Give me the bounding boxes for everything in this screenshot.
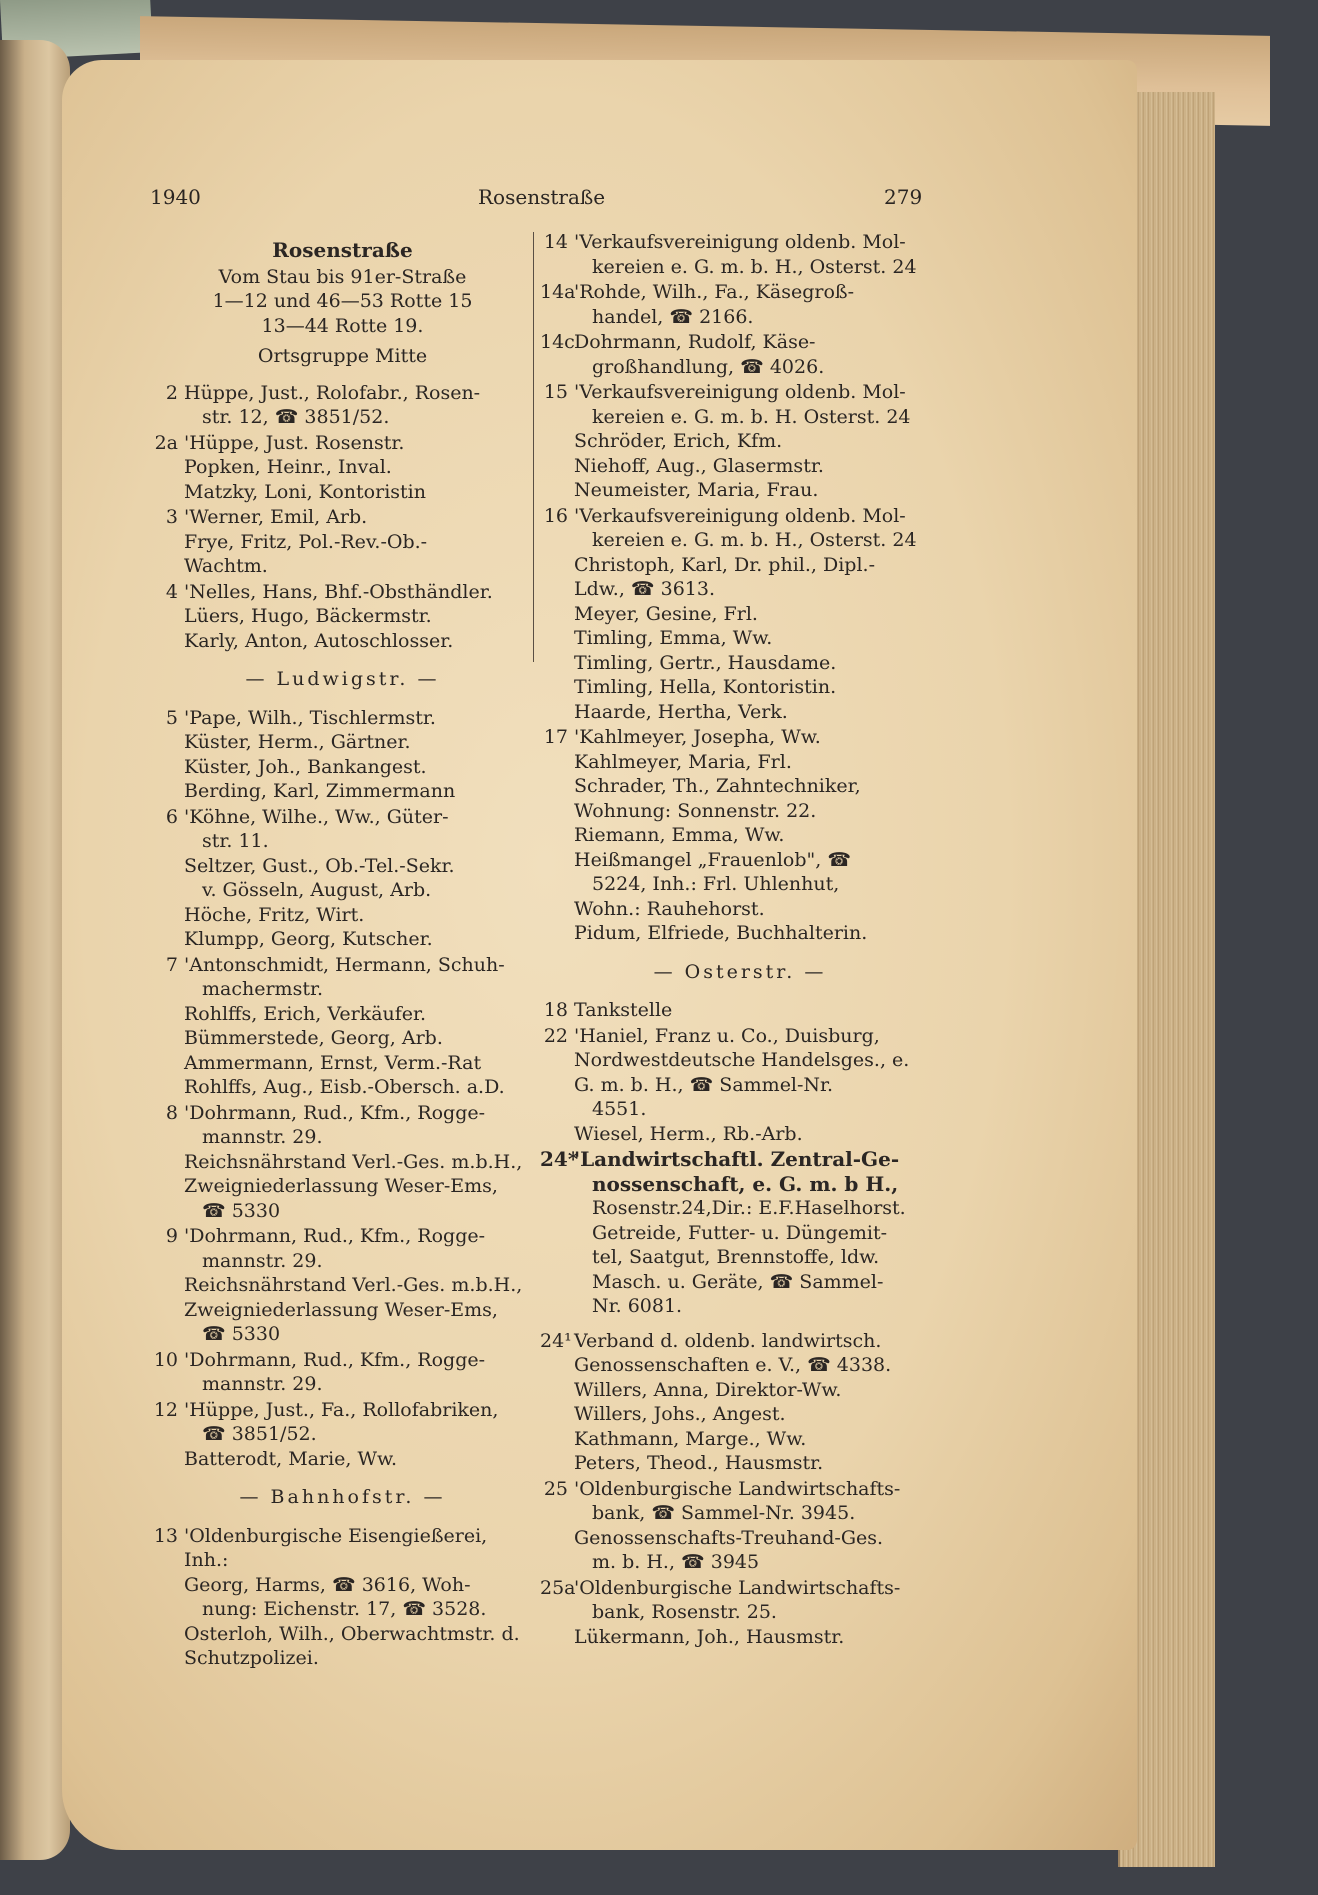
- directory-entry: [540, 725, 940, 946]
- directory-entry: [540, 1477, 940, 1575]
- directory-entry: [150, 431, 535, 505]
- entry-line: Heißmangel „Frauenlob", ☎: [574, 848, 852, 871]
- entry-lines: [184, 381, 535, 430]
- entry-lines: [574, 998, 940, 1023]
- entry-line: Wohnung: Sonnenstr. 22.: [574, 799, 817, 822]
- entry-line: Rosenstr.24,Dir.: E.F.Haselhorst.: [592, 1197, 906, 1219]
- entry-line: str. 11.: [202, 830, 269, 852]
- entry-line: Küster, Joh., Bankangest.: [184, 755, 427, 778]
- entry-line: Ldw., ☎ 3613.: [574, 578, 716, 600]
- entry-lines: [184, 805, 535, 952]
- entry-line: G. m. b. H., ☎ Sammel-Nr.: [574, 1073, 834, 1096]
- entry-line: 'Haniel, Franz u. Co., Duisburg,: [574, 1024, 880, 1047]
- entry-line: Timling, Gertr., Hausdame.: [574, 651, 837, 674]
- entry-line: mannstr. 29.: [202, 1249, 323, 1272]
- entry-line: Dohrmann, Rudolf, Käse-: [574, 331, 816, 353]
- entry-line: 'Verkaufsvereinigung oldenb. Mol-: [574, 381, 906, 403]
- entries-block: [540, 1329, 940, 1650]
- entry-line: Lüers, Hugo, Bäckermstr.: [184, 605, 432, 627]
- entry-line: 'Dohrmann, Rud., Kfm., Rogge-: [184, 1348, 486, 1371]
- entry-line: Verband d. oldenb. landwirtsch.: [574, 1329, 882, 1352]
- entry-line: Genossenschaften e. V., ☎ 4338.: [574, 1354, 892, 1376]
- house-number: 12: [153, 1398, 178, 1421]
- street-heading: Rosenstraße: [272, 238, 413, 262]
- entry-line: Matzky, Loni, Kontoristin: [184, 480, 426, 503]
- entry-line: ☎ 5330: [202, 1323, 281, 1345]
- entry-line: mannstr. 29.: [202, 1126, 323, 1148]
- entry-line: Nr. 6081.: [592, 1295, 683, 1317]
- entry-lines: [184, 1101, 535, 1224]
- entry-line: Tankstelle: [574, 999, 673, 1021]
- entry-line: Rohlffs, Aug., Eisb.-Obersch. a.D.: [184, 1076, 505, 1098]
- house-number: 25: [543, 1477, 568, 1500]
- entry-line: Karly, Anton, Autoschlosser.: [184, 629, 454, 652]
- entry-line: Kathmann, Marge., Ww.: [574, 1427, 807, 1450]
- entry-line: 5224, Inh.: Frl. Uhlenhut,: [592, 873, 840, 895]
- entry-line: kereien e. G. m. b. H. Osterst. 24: [592, 405, 911, 428]
- entry-line: Seltzer, Gust., Ob.-Tel.-Sekr.: [184, 854, 455, 877]
- entry-line: Klumpp, Georg, Kutscher.: [184, 928, 433, 950]
- entry-line: Getreide, Futter- u. Düngemit-: [592, 1221, 888, 1244]
- entry-line: Georg, Harms, ☎ 3616, Woh-: [184, 1573, 471, 1596]
- entry-line: v. Gösseln, August, Arb.: [202, 879, 432, 901]
- house-number: 14a: [540, 281, 576, 303]
- entry-lines: [184, 505, 535, 579]
- entry-lines: [574, 280, 940, 329]
- house-number: 14c: [540, 331, 575, 353]
- directory-entry: [540, 1329, 940, 1476]
- directory-entry: [150, 953, 535, 1100]
- entry-line: Pidum, Elfriede, Buchhalterin.: [574, 922, 868, 944]
- entry-lines: [184, 1348, 535, 1397]
- directory-entry: [150, 1524, 535, 1671]
- entry-line: 'Verkaufsvereinigung oldenb. Mol-: [574, 504, 906, 527]
- entry-line: 'Hüppe, Just. Rosenstr.: [184, 431, 405, 454]
- entry-line: 'Oldenburgische Landwirtschafts-: [574, 1576, 901, 1599]
- directory-entry: [150, 1348, 535, 1397]
- entry-line: kereien e. G. m. b. H., Osterst. 24: [592, 255, 917, 278]
- page-center-header: Rosenstraße: [478, 185, 606, 209]
- cross-street: — Ludwigstr. —: [245, 668, 440, 690]
- entry-line: 'Dohrmann, Rud., Kfm., Rogge-: [184, 1101, 486, 1124]
- entry-line: Wiesel, Herm., Rb.-Arb.: [574, 1122, 803, 1145]
- cross-street: — Bahnhofstr. —: [239, 1486, 446, 1508]
- page-number: 279: [884, 185, 923, 209]
- entry-line: m. b. H., ☎ 3945: [592, 1551, 760, 1573]
- entry-line: Peters, Theod., Hausmstr.: [574, 1452, 824, 1474]
- entry-line: Riemann, Emma, Ww.: [574, 824, 785, 846]
- entry-line: Osterloh, Wilh., Oberwachtmstr. d.: [184, 1622, 520, 1645]
- entry-lines: [574, 1024, 940, 1147]
- entry-line: Schrader, Th., Zahntechniker,: [574, 775, 861, 797]
- directory-entry: [540, 1576, 940, 1650]
- entries-block: [150, 1524, 535, 1671]
- entry-line: 'Werner, Emil, Arb.: [184, 506, 368, 528]
- entry-line: Masch. u. Geräte, ☎ Sammel-: [592, 1270, 884, 1293]
- entry-line: Rohlffs, Erich, Verkäufer.: [184, 1002, 427, 1025]
- entry-line: Reichsnährstand Verl.-Ges. m.b.H.,: [184, 1274, 523, 1296]
- entry-line: Willers, Johs., Angest.: [574, 1403, 786, 1425]
- entry-line: Ammermann, Ernst, Verm.-Rat: [184, 1051, 482, 1074]
- entries-block: [150, 706, 535, 1472]
- entry-line: Genossenschafts-Treuhand-Ges.: [574, 1526, 884, 1549]
- entry-line: 'Nelles, Hans, Bhf.-Obsthändler.: [184, 580, 493, 603]
- entry-line: Timling, Emma, Ww.: [574, 627, 773, 649]
- entry-line: 4551.: [592, 1098, 647, 1120]
- house-number: 17: [543, 726, 568, 748]
- right-column: [540, 230, 940, 1650]
- directory-entry: [540, 230, 940, 279]
- directory-entry: [150, 1101, 535, 1224]
- entry-line: Haarde, Hertha, Verk.: [574, 700, 788, 723]
- entry-line: machermstr.: [202, 978, 323, 1000]
- house-number: 25a: [540, 1576, 576, 1599]
- house-number: 24*: [540, 1147, 579, 1171]
- directory-entry: [540, 1024, 940, 1147]
- house-number: 18: [543, 999, 568, 1021]
- entries-block: [540, 230, 940, 946]
- group-label: Ortsgruppe Mitte: [257, 345, 428, 367]
- entry-line: 'Oldenburgische Landwirtschafts-: [574, 1477, 901, 1500]
- directory-entry: [150, 1224, 535, 1347]
- entry-line: Popken, Heinr., Inval.: [184, 456, 392, 478]
- left-page-edge: [0, 40, 70, 1860]
- house-number: 2a: [154, 431, 178, 454]
- directory-entry: [150, 1398, 535, 1472]
- entry-line: kereien e. G. m. b. H., Osterst. 24: [592, 529, 917, 551]
- house-number: 10: [153, 1348, 178, 1371]
- entry-line: 'Verkaufsvereinigung oldenb. Mol-: [574, 231, 906, 253]
- entry-line: str. 12, ☎ 3851/52.: [202, 406, 390, 428]
- entry-line: Willers, Anna, Direktor-Ww.: [574, 1378, 842, 1401]
- entry-line: Hüppe, Just., Rolofabr., Rosen-: [184, 381, 481, 404]
- house-number: 4: [165, 580, 178, 603]
- entry-line: nung: Eichenstr. 17, ☎ 3528.: [202, 1598, 487, 1620]
- entry-line: 'Oldenburgische Eisengießerei, Inh.:: [184, 1524, 488, 1571]
- entry-lines: [574, 1477, 940, 1575]
- entry-line: Schröder, Erich, Kfm.: [574, 430, 783, 452]
- entry-line: Küster, Herm., Gärtner.: [184, 731, 411, 753]
- entry-line: 'Rohde, Wilh., Fa., Käsegroß-: [574, 281, 855, 303]
- directory-entry: [150, 706, 535, 804]
- entry-line: 'Dohrmann, Rud., Kfm., Rogge-: [184, 1225, 486, 1247]
- entry-line: Berding, Karl, Zimmermann: [184, 780, 456, 802]
- entry-line: Frye, Fritz, Pol.-Rev.-Ob.-: [184, 530, 428, 553]
- entry-line: 'Kahlmeyer, Josepha, Ww.: [574, 726, 821, 748]
- entry-line: ☎ 3851/52.: [202, 1423, 317, 1445]
- house-number: 16: [543, 504, 568, 527]
- directory-entry: [540, 504, 940, 725]
- directory-entry: [150, 381, 535, 430]
- house-number: 13: [153, 1524, 178, 1547]
- entry-lines: [574, 504, 940, 725]
- entry-line: Timling, Hella, Kontoristin.: [574, 676, 837, 698]
- entries-block: [540, 998, 940, 1146]
- directory-entry: [540, 330, 940, 379]
- range-line: 1—12 und 46—53 Rotte 15: [212, 290, 473, 312]
- directory-entry: [540, 380, 940, 503]
- entry-lines: [574, 380, 940, 503]
- house-number: 6: [165, 805, 178, 828]
- entry-lines: [184, 431, 535, 505]
- entry-line: Wohn.: Rauhehorst.: [574, 897, 765, 920]
- entry-lines: [184, 1224, 535, 1347]
- entry-lines: [574, 725, 940, 946]
- entry-line: Wachtm.: [184, 555, 268, 577]
- directory-entry: [150, 805, 535, 952]
- directory-entry: [150, 580, 535, 654]
- entry-lines: [184, 706, 535, 804]
- house-number: 3: [165, 506, 178, 528]
- entry-line: Bümmerstede, Georg, Arb.: [184, 1027, 443, 1049]
- entry-line: Höche, Fritz, Wirt.: [184, 903, 365, 926]
- page-left-header: 1940: [150, 185, 201, 209]
- entry-lines: [184, 953, 535, 1100]
- cross-street: — Osterstr. —: [653, 960, 827, 983]
- directory-entry-bold: [540, 1147, 940, 1319]
- entry-line: tel, Saatgut, Brennstoffe, ldw.: [592, 1246, 880, 1268]
- entry-line: 'Landwirtschaftl. Zentral-Ge-: [574, 1147, 900, 1171]
- entry-line: ☎ 5330: [202, 1199, 281, 1222]
- house-number: 5: [165, 706, 178, 729]
- entry-lines: [184, 1398, 535, 1472]
- house-number: 15: [543, 381, 568, 403]
- entry-line: Christoph, Karl, Dr. phil., Dipl.-: [574, 553, 875, 576]
- entry-line: 'Köhne, Wilhe., Ww., Güter-: [184, 805, 449, 828]
- entry-line: mannstr. 29.: [202, 1373, 323, 1395]
- entry-lines: [574, 1576, 940, 1650]
- entry-line: Zweigniederlassung Weser-Ems,: [184, 1298, 498, 1321]
- directory-entry: [150, 505, 535, 579]
- entry-line: Reichsnährstand Verl.-Ges. m.b.H.,: [184, 1150, 523, 1173]
- entry-line: Zweigniederlassung Weser-Ems,: [184, 1175, 498, 1197]
- house-number: 2: [165, 381, 178, 404]
- entry-line: nossenschaft, e. G. m. b H.,: [592, 1171, 899, 1196]
- left-column: [150, 238, 535, 1672]
- house-number: 8: [165, 1101, 178, 1124]
- house-number: 14: [543, 231, 568, 253]
- entry-lines: [184, 1524, 535, 1671]
- entry-line: Batterodt, Marie, Ww.: [184, 1447, 398, 1470]
- house-number: 9: [165, 1225, 178, 1247]
- entries-block: [150, 381, 535, 654]
- house-number: 24¹: [540, 1329, 572, 1352]
- entry-lines: [574, 1329, 940, 1476]
- entry-line: 'Hüppe, Just., Fa., Rollofabriken,: [184, 1398, 499, 1421]
- range-line: Vom Stau bis 91er-Straße: [218, 265, 467, 288]
- entry-lines: [574, 230, 940, 279]
- entry-lines: [574, 1147, 940, 1319]
- entry-line: bank, ☎ Sammel-Nr. 3945.: [592, 1502, 856, 1524]
- entry-line: Nordwestdeutsche Handelsges., e.: [574, 1049, 910, 1071]
- entry-lines: [574, 330, 940, 379]
- entry-line: Lükermann, Joh., Hausmstr.: [574, 1625, 845, 1648]
- entry-line: bank, Rosenstr. 25.: [592, 1601, 777, 1623]
- house-number: 7: [165, 953, 178, 976]
- entry-line: Meyer, Gesine, Frl.: [574, 602, 758, 625]
- entry-line: großhandlung, ☎ 4026.: [592, 355, 825, 378]
- entry-lines: [184, 580, 535, 654]
- entry-line: Neumeister, Maria, Frau.: [574, 479, 819, 501]
- entry-line: Schutzpolizei.: [184, 1647, 319, 1669]
- entry-line: Kahlmeyer, Maria, Frl.: [574, 750, 792, 773]
- entry-line: Niehoff, Aug., Glasermstr.: [574, 454, 824, 477]
- directory-entry: [540, 280, 940, 329]
- range-line: 13—44 Rotte 19.: [261, 314, 424, 337]
- entry-line: handel, ☎ 2166.: [592, 305, 754, 328]
- entry-line: 'Antonschmidt, Hermann, Schuh-: [184, 953, 505, 976]
- house-number: 22: [543, 1024, 568, 1047]
- directory-entry: [540, 998, 940, 1023]
- entry-line: 'Pape, Wilh., Tischlermstr.: [184, 706, 436, 729]
